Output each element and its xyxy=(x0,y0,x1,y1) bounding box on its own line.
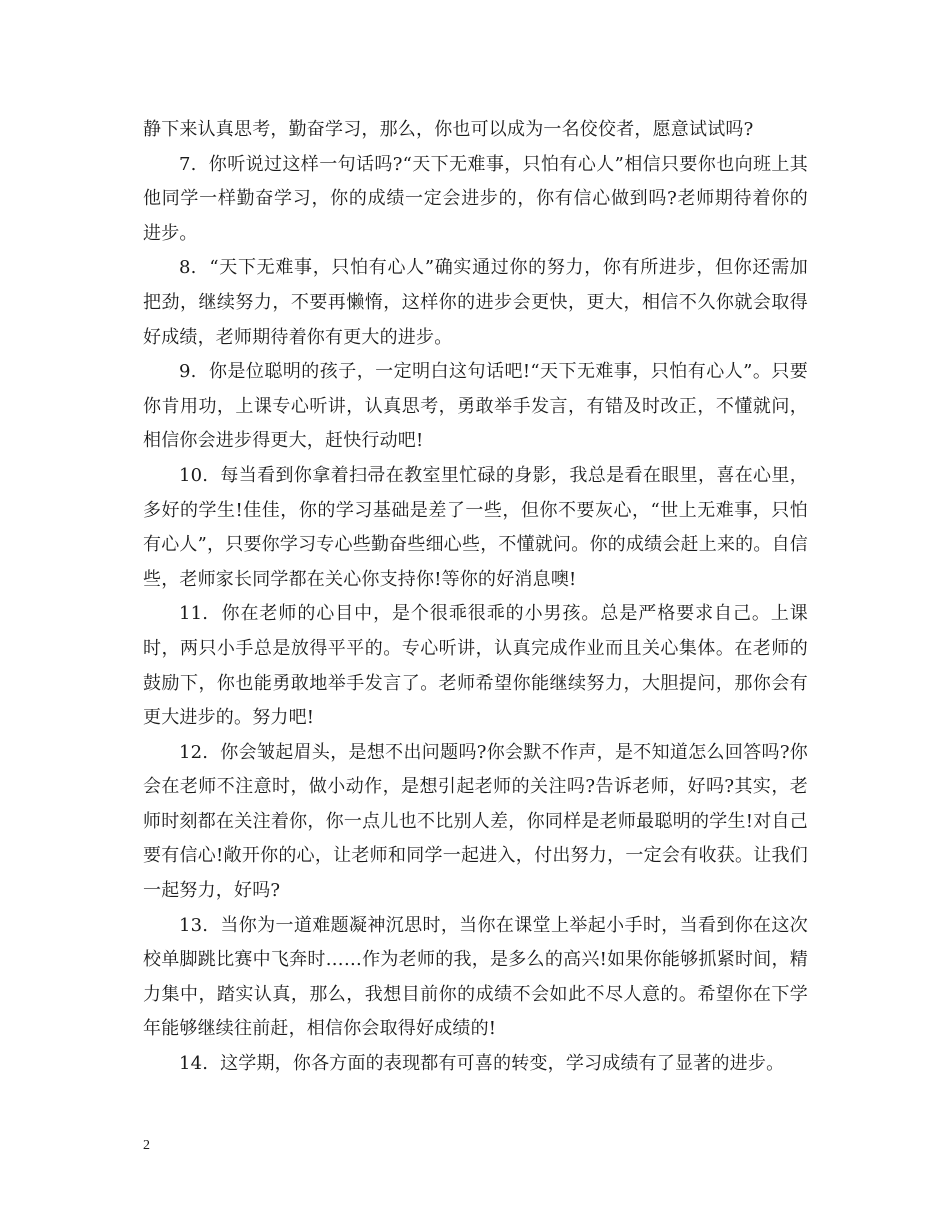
paragraph-continuation: 静下来认真思考，勤奋学习，那么，你也可以成为一名佼佼者，愿意试试吗? xyxy=(143,119,754,140)
paragraph-13: 13. 当你为一道难题凝神沉思时，当你在课堂上举起小手时，当看到你在这次校单脚跳比赛中飞奔时……作为老师的我，是多么的高兴!如果你能够抓紧时间，精力集中，踏实认真，那么，我想目前你的成绩不会如此不尽人意的。希望你在下学年能够继续往前赶，相信你会取得好成绩的! xyxy=(143,914,808,1040)
paragraph-7: 7. 你听说过这样一句话吗?“天下无难事，只怕有心人”相信只要你也向班上其他同学一样勤奋学习，你的成绩一定会进步的，你有信心做到吗?老师期待着你的进步。 xyxy=(143,153,808,244)
paragraph-11: 11. 你在老师的心目中，是个很乖很乖的小男孩。总是严格要求自己。上课时，两只小手总是放得平平的。专心听讲，认真完成作业而且关心集体。在老师的鼓励下，你也能勇敢地举手发言了。老师希望你能继续努力，大胆提问，那你会有更大进步的。努力吧! xyxy=(143,603,808,729)
paragraph-10: 10. 每当看到你拿着扫帚在教室里忙碌的身影，我总是看在眼里，喜在心里，多好的学生!佳佳，你的学习基础是差了一些，但你不要灰心，“世上无难事，只怕有心人”，只要你学习专心些勤奋些细心些，不懂就问。你的成绩会赶上来的。自信些，老师家长同学都在关心你支持你!等你的好消息噢! xyxy=(143,464,808,590)
paragraph-9: 9. 你是位聪明的孩子，一定明白这句话吧!“天下无难事，只怕有心人”。只要你肯用功，上课专心听讲，认真思考，勇敢举手发言，有错及时改正，不懂就问，相信你会进步得更大，赶快行动吧! xyxy=(143,361,808,452)
paragraph-12: 12. 你会皱起眉头，是想不出问题吗?你会默不作声，是不知道怎么回答吗?你会在老师不注意时，做小动作，是想引起老师的关注吗?告诉老师，好吗?其实，老师时刻都在关注着你，你一点儿也不比别人差，你同样是老师最聪明的学生!对自己要有信心!敞开你的心，让老师和同学一起进入，付出努力，一定会有收获。让我们一起努力，好吗? xyxy=(143,741,808,902)
paragraph-14: 14. 这学期，你各方面的表现都有可喜的转变，学习成绩有了显著的进步。 xyxy=(179,1053,785,1075)
paragraph-8: 8. “天下无难事，只怕有心人”确实通过你的努力，你有所进步，但你还需加把劲，继续努力，不要再懒惰，这样你的进步会更快，更大，相信不久你就会取得好成绩，老师期待着你有更大的进步。 xyxy=(143,257,808,348)
document-body xyxy=(143,113,808,1082)
page-number: 2 xyxy=(143,1138,150,1153)
